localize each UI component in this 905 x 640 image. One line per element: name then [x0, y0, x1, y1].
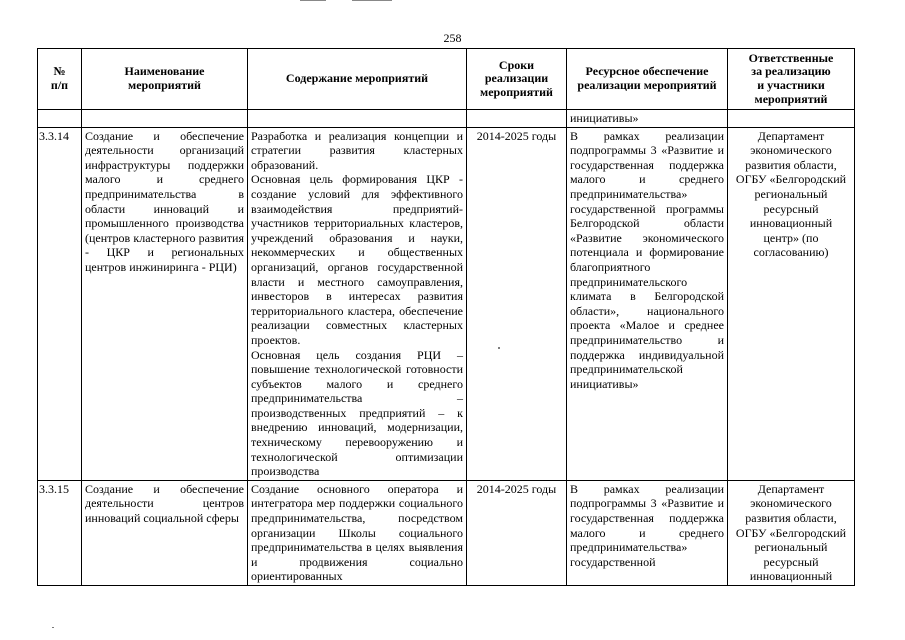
header-content: Содержание мероприятий [248, 49, 467, 110]
measure-content: Разработка и реализация концепции и стратегии развития кластерных образований. Основная цель формирования ЦКР - создание условий для эффективного взаимодействия предприятий-участников территориальных кластеров, учреждений образования и науки, некоммерческих и общественных организаций, органов государственной власти и местного самоуправления, инвесторов в интересах развития территориального кластера, обеспечение реализации совместных кластерных проектов. Основная цель создания РЦИ – повышение технологической готовности субъектов малого и среднего предпринимательства – производственных предприятий – к внедрению инноваций, модернизации, техническому перевооружению и технологической оптимизации производства [248, 127, 467, 480]
scan-mark-top [300, 0, 326, 1]
table-header-row [38, 49, 855, 110]
continuation-row [38, 110, 855, 128]
header-term: Сроки реализации мероприятий [467, 49, 567, 110]
scan-speck [52, 627, 54, 628]
measures-table [37, 48, 855, 586]
measure-content: Создание основного оператора и интегратора мер поддержки социального предпринимательства, посредством организации Школы социального предпринимательства в целях выявления и продвижения социально ориентированных [248, 480, 467, 585]
measure-name: Создание и обеспечение деятельности центров инноваций социальной сферы [82, 480, 248, 585]
scan-dot [498, 347, 500, 349]
table-row [38, 127, 855, 480]
cell [728, 110, 855, 128]
measure-term: 2014-2025 годы [467, 127, 567, 480]
measure-term: 2014-2025 годы [467, 480, 567, 585]
table-row [38, 480, 855, 585]
header-responsible: Ответственные за реализацию и участники мероприятий [728, 49, 855, 110]
measure-responsible: Департамент экономического развития области, ОГБУ «Белгородский региональный ресурсный инновационный [728, 480, 855, 585]
page-number: 258 [443, 31, 462, 45]
row-number: 3.3.15 [38, 480, 82, 585]
cell [38, 110, 82, 128]
measure-resources: В рамках реализации подпрограммы 3 «Развитие и государственная поддержка малого и среднего предпринимательства» государственной [567, 480, 728, 585]
scan-mark-top-2 [352, 0, 392, 1]
cell [248, 110, 467, 128]
measure-name: Создание и обеспечение деятельности организаций инфраструктуры поддержки малого и среднего предпринимательства в области инноваций и промышленного производства (центров кластерного развития - ЦКР и региональных центров инжиниринга - РЦИ) [82, 127, 248, 480]
cell-resources: инициативы» [567, 110, 728, 128]
row-number: 3.3.14 [38, 127, 82, 480]
cell [467, 110, 567, 128]
header-name: Наименование мероприятий [82, 49, 248, 110]
header-resources: Ресурсное обеспечение реализации мероприятий [567, 49, 728, 110]
cell [82, 110, 248, 128]
measure-resources: В рамках реализации подпрограммы 3 «Развитие и государственная поддержка малого и среднего предпринимательства» государственной программы Белгородской области «Развитие экономического потенциала и формирование благоприятного предпринимательского климата в Белгородской области», национального проекта «Малое и среднее предпринимательство и поддержка индивидуальной предпринимательской инициативы» [567, 127, 728, 480]
measure-responsible: Департамент экономического развития области, ОГБУ «Белгородский региональный ресурсный инновационный центр» (по согласованию) [728, 127, 855, 480]
header-number: № п/п [38, 49, 82, 110]
